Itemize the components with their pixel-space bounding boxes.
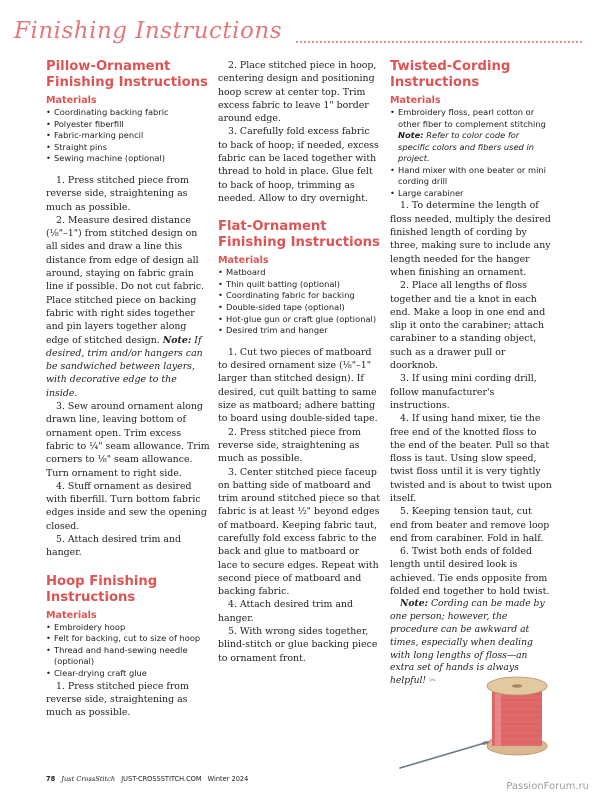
header-dotted-rule <box>296 41 582 43</box>
flat-step-3: 3. Center stitched piece faceup on batting side of matboard and trim around stitched piece so that fabric is at least ½" beyond edges of matboard. Keeping fabric taut, carefully fold excess fabric to the back and glue to matboard or lace to secure edges. Repeat with second piece of matboard and backing fabric. <box>218 466 380 598</box>
spool-icon <box>487 677 547 755</box>
pillow-step-3: 3. Sew around ornament along drawn line, leaving bottom of ornament open. Trim excess fabric to ¼" seam allowance. Trim corners to ⅛" seam allowance. Turn ornament to right side. <box>46 401 210 479</box>
list-item: • Coordinating backing fabric <box>46 107 211 119</box>
list-item: • Embroidery hoop <box>46 622 211 634</box>
list-item: • Felt for backing, cut to size of hoop <box>46 633 211 645</box>
hoop-materials-heading: Materials <box>46 609 97 621</box>
page-title: Finishing Instructions <box>14 18 282 44</box>
twisted-step-3: 3. If using mini cording drill, follow manufacturer's instructions. <box>390 373 537 411</box>
list-item: • Matboard <box>218 267 380 279</box>
materials-note: Note: Refer to color code for specific colors and fibers used in project. <box>398 130 535 164</box>
cording-note: Note: Cording can be made by one person; however, the procedure can be awkward at times, especially when dealing with long lengths of floss—an extra set of hands is always helpful! ✂ <box>390 598 545 687</box>
twisted-step-4: 4. If using hand mixer, tie the free end of the knotted floss to the end of the beater. Pull so that floss is taut. Using slow speed, twist floss until it is very tightly twisted and is about to twist upon itself. <box>390 413 552 504</box>
pillow-step-5: 5. Attach desired trim and hanger. <box>46 533 182 559</box>
pillow-step-2: 2. Measure desired distance (⅛"–1") from stitched design on all sides and draw a line this distance from edge of design all around, staying on fabric grain line if possible. Do not cut fabric. Place stitched piece on backing fabric with right sides together and pin layers together along edge of stitched design. Note: If desired, trim and/or hangers can be sandwiched between layers, with decorative edge to the inside. <box>46 214 205 399</box>
pillow-step-4: 4. Stuff ornament as desired with fiberfill. Turn bottom fabric edges inside and sew the opening closed. <box>46 480 207 532</box>
hoop-materials-list <box>46 622 211 680</box>
pillow-materials-heading: Materials <box>46 95 97 106</box>
list-item: • Fabric-marking pencil <box>46 130 211 142</box>
thread-spool-illustration <box>392 660 562 775</box>
twisted-step-2: 2. Place all lengths of floss together and tie a knot in each end. Make a loop in one end and slip it onto the carabiner; attach carabiner to a standing object, such as a drawer pull or doorknob. <box>390 280 546 372</box>
list-item: • Straight pins <box>46 142 211 154</box>
list-item: • Polyester fiberfill <box>46 119 211 131</box>
flat-ornament-title: Flat-Ornament Finishing Instructions <box>218 219 380 251</box>
website-url: JUST-CROSSSTITCH.COM <box>121 775 202 783</box>
hoop-finishing-title: Hoop Finishing Instructions <box>46 573 158 605</box>
watermark: PassionForum.ru <box>506 781 589 792</box>
twisted-step-6: 6. Twist both ends of folded length until desired look is achieved. Tie ends opposite from folded end together to hold twist. <box>390 546 550 598</box>
pillow-materials-list <box>46 107 211 165</box>
hoop-step-1: 1. Press stitched piece from reverse side, straightening as much as possible. <box>46 680 189 719</box>
list-item: • Coordinating fabric for backing <box>218 290 380 302</box>
list-item: • Large carabiner <box>390 188 552 200</box>
hoop-step-3: 3. Carefully fold excess fabric to back of hoop; if needed, excess fabric can be laced together with thread to hold in place. Glue felt to back of hoop, trimming as needed. Allow to dry overnight. <box>218 126 379 204</box>
flat-step-5: 5. With wrong sides together, blind-stitch or glue backing piece to ornament front. <box>218 626 378 664</box>
hoop-step-2: 2. Place stitched piece in hoop, centering design and positioning hoop screw at center top. Trim excess fabric to leave 1" border around edge. <box>218 60 377 125</box>
page-footer <box>46 775 248 783</box>
issue-label: Winter 2024 <box>207 775 249 783</box>
pillow-ornament-title: Pillow-Ornament Finishing Instructions <box>46 59 208 90</box>
list-item: • Hand mixer with one beater or mini cording drill <box>390 165 552 188</box>
pillow-step-1: 1. Press stitched piece from reverse side, straightening as much as possible. <box>46 174 189 213</box>
column-2 <box>218 59 380 665</box>
list-item: • Sewing machine (optional) <box>46 153 211 165</box>
list-item: • Desired trim and hanger <box>218 325 380 337</box>
flat-materials-list <box>218 267 380 337</box>
flat-materials-heading: Materials <box>218 255 269 267</box>
flat-step-1: 1. Cut two pieces of matboard to desired ornament size (⅛"–1" larger than stitched design). If desired, cut quilt batting to same size as matboard; adhere batting to board using double-sided tape. <box>218 346 378 425</box>
list-item: • Hot-glue gun or craft glue (optional) <box>218 314 380 326</box>
list-item: • Thread and hand-sewing needle (optional) <box>46 645 211 668</box>
twisted-cording-title: Twisted-Cording Instructions <box>390 59 511 90</box>
list-item: • Double-sided tape (optional) <box>218 302 380 314</box>
twisted-step-1: 1. To determine the length of floss needed, multiply the desired finished length of cording by three, making sure to include any length needed for the hanger when finishing an ornament. <box>390 200 551 278</box>
column-1 <box>46 59 211 719</box>
twisted-materials-list <box>390 107 552 130</box>
flat-step-4: 4. Attach desired trim and hanger. <box>218 599 354 624</box>
flat-step-2: 2. Press stitched piece from reverse side, straightening as much as possible. <box>218 426 361 465</box>
list-item: • Clear-drying craft glue <box>46 668 211 680</box>
list-item: • Thin quilt batting (optional) <box>218 279 380 291</box>
twisted-step-5: 5. Keeping tension taut, cut end from beater and remove loop end from carabiner. Fold in half. <box>390 506 550 544</box>
page-number: 78 <box>46 775 56 783</box>
end-mark-icon: ✂ <box>429 675 437 687</box>
column-3 <box>390 59 552 688</box>
list-item: • Embroidery floss, pearl cotton or other fiber to complement stitching <box>390 107 552 130</box>
needle-icon <box>400 741 488 768</box>
page-header <box>14 18 582 58</box>
twisted-materials-heading: Materials <box>390 95 441 106</box>
magazine-brand: Just CrossStitch <box>61 775 116 783</box>
